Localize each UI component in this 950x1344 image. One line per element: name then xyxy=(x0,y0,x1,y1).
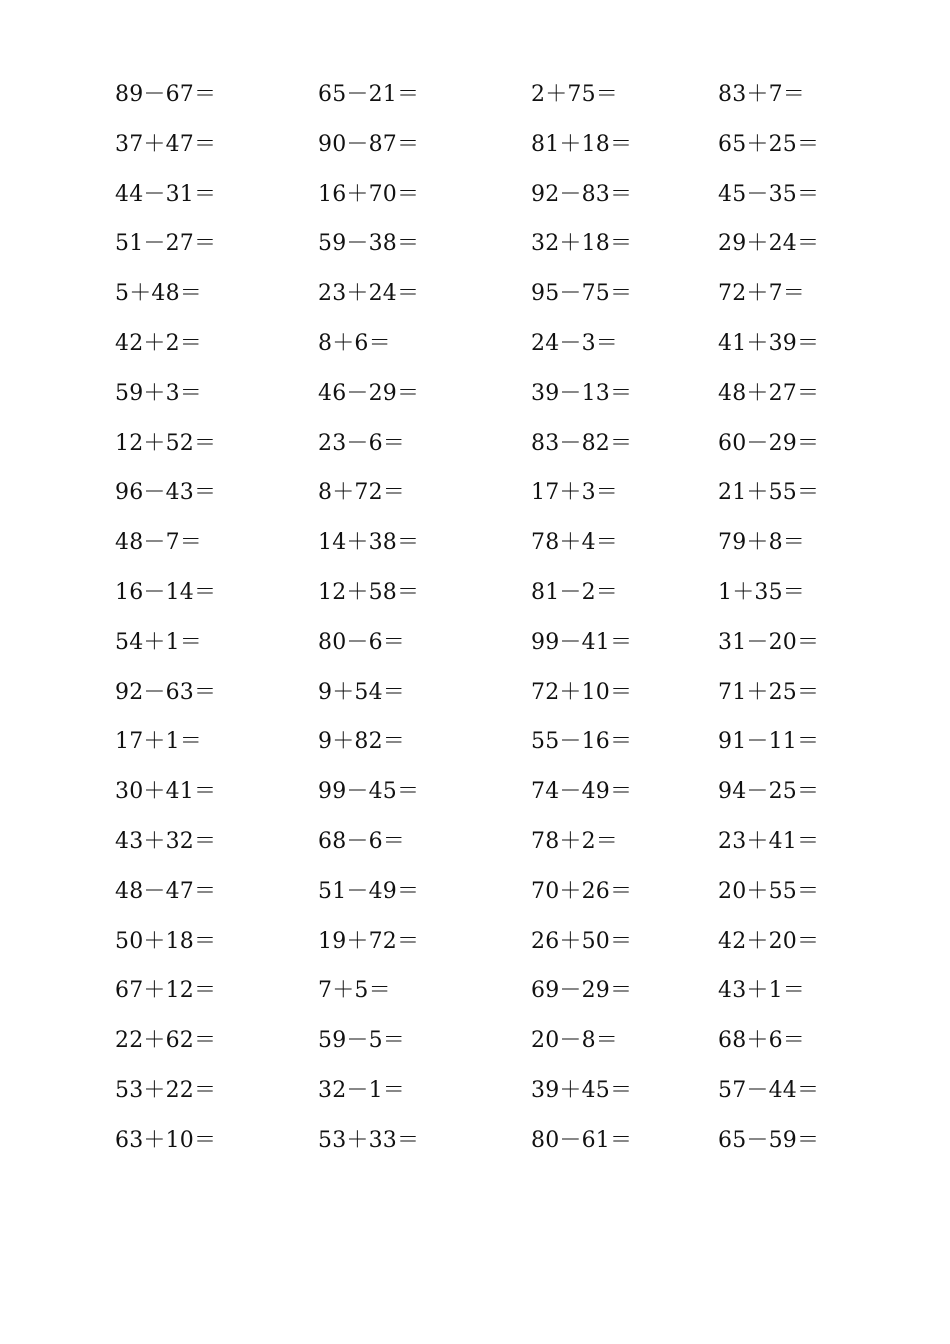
math-problem: 79＋8＝ xyxy=(718,530,805,556)
math-problem: 17＋1＝ xyxy=(115,729,202,755)
math-problem: 60－29＝ xyxy=(718,430,820,456)
problem-row xyxy=(0,976,950,1026)
math-problem: 74－49＝ xyxy=(531,779,633,805)
problem-row xyxy=(0,80,950,130)
math-problem: 78＋4＝ xyxy=(531,530,618,556)
math-problem: 90－87＝ xyxy=(318,131,420,157)
math-problem: 89－67＝ xyxy=(115,82,217,107)
math-problem: 37＋47＝ xyxy=(115,131,217,157)
math-problem: 50＋18＝ xyxy=(115,928,217,954)
math-problem: 9＋82＝ xyxy=(318,729,405,755)
math-problem: 48＋27＝ xyxy=(718,380,820,406)
math-problem: 70＋26＝ xyxy=(531,878,633,904)
math-problem: 83－82＝ xyxy=(531,430,633,456)
math-problem: 9＋54＝ xyxy=(318,679,405,705)
math-problem: 99－41＝ xyxy=(531,629,633,655)
math-problem: 21＋55＝ xyxy=(718,480,820,506)
math-problem: 42＋20＝ xyxy=(718,928,820,954)
math-problem: 32－1＝ xyxy=(318,1078,405,1103)
math-problem: 53＋33＝ xyxy=(318,1127,420,1153)
math-problem: 5＋48＝ xyxy=(115,281,202,307)
math-problem: 99－45＝ xyxy=(318,779,420,805)
math-problem: 92－83＝ xyxy=(531,181,633,207)
math-problem: 65－59＝ xyxy=(718,1127,820,1153)
math-problem: 80－6＝ xyxy=(318,629,405,655)
problem-row xyxy=(0,727,950,777)
problem-row xyxy=(0,329,950,379)
math-problem: 31－20＝ xyxy=(718,629,820,655)
math-problem: 72＋10＝ xyxy=(531,679,633,705)
math-problem: 24－3＝ xyxy=(531,331,618,356)
problem-row xyxy=(0,678,950,728)
problem-row xyxy=(0,927,950,977)
math-problem: 44－31＝ xyxy=(115,181,217,207)
math-problem: 51－27＝ xyxy=(115,231,217,257)
math-problem: 91－11＝ xyxy=(718,729,820,755)
math-problem: 81＋18＝ xyxy=(531,131,633,157)
math-problem: 16－14＝ xyxy=(115,580,217,605)
math-problem: 68－6＝ xyxy=(318,829,405,854)
math-problem: 68＋6＝ xyxy=(718,1028,805,1054)
math-problem: 95－75＝ xyxy=(531,281,633,307)
problem-row xyxy=(0,877,950,927)
problem-row xyxy=(0,528,950,578)
math-problem: 26＋50＝ xyxy=(531,928,633,954)
math-problem: 30＋41＝ xyxy=(115,779,217,805)
math-problem: 22＋62＝ xyxy=(115,1028,217,1054)
problem-row xyxy=(0,1076,950,1126)
math-problem: 51－49＝ xyxy=(318,878,420,904)
math-problem: 80－61＝ xyxy=(531,1127,633,1153)
math-problem: 65－21＝ xyxy=(318,82,420,107)
math-problem: 71＋25＝ xyxy=(718,679,820,705)
math-problem: 78＋2＝ xyxy=(531,829,618,854)
math-problem: 39－13＝ xyxy=(531,380,633,406)
math-problem: 32＋18＝ xyxy=(531,231,633,257)
math-problem: 53＋22＝ xyxy=(115,1078,217,1103)
math-problem: 59－38＝ xyxy=(318,231,420,257)
math-problem: 29＋24＝ xyxy=(718,231,820,257)
math-problem: 45－35＝ xyxy=(718,181,820,207)
math-problem: 57－44＝ xyxy=(718,1078,820,1103)
math-problem: 69－29＝ xyxy=(531,978,633,1004)
math-problem: 59＋3＝ xyxy=(115,380,202,406)
problem-row xyxy=(0,429,950,479)
math-problem: 39＋45＝ xyxy=(531,1078,633,1103)
math-problem: 23－6＝ xyxy=(318,430,405,456)
problem-row xyxy=(0,578,950,628)
math-problem: 48－7＝ xyxy=(115,530,202,556)
math-problem: 7＋5＝ xyxy=(318,978,391,1004)
math-problem: 16＋70＝ xyxy=(318,181,420,207)
problem-row xyxy=(0,379,950,429)
math-problem: 20－8＝ xyxy=(531,1028,618,1054)
math-problem: 48－47＝ xyxy=(115,878,217,904)
problem-row xyxy=(0,628,950,678)
math-problem: 67＋12＝ xyxy=(115,978,217,1004)
math-problem: 72＋7＝ xyxy=(718,281,805,307)
math-problem: 46－29＝ xyxy=(318,380,420,406)
math-problem: 20＋55＝ xyxy=(718,878,820,904)
math-problem: 59－5＝ xyxy=(318,1028,405,1054)
problem-row xyxy=(0,1026,950,1076)
math-problem: 8＋72＝ xyxy=(318,480,405,506)
math-problem: 83＋7＝ xyxy=(718,82,805,107)
math-problem: 23＋24＝ xyxy=(318,281,420,307)
math-problem: 94－25＝ xyxy=(718,779,820,805)
math-problem: 81－2＝ xyxy=(531,580,618,605)
math-problem: 43＋1＝ xyxy=(718,978,805,1004)
math-problem: 19＋72＝ xyxy=(318,928,420,954)
problem-row xyxy=(0,180,950,230)
problem-row xyxy=(0,1126,950,1176)
math-problem: 54＋1＝ xyxy=(115,629,202,655)
math-problem: 14＋38＝ xyxy=(318,530,420,556)
math-problem: 43＋32＝ xyxy=(115,829,217,854)
math-problem: 42＋2＝ xyxy=(115,331,202,356)
problem-row xyxy=(0,279,950,329)
math-problem: 2＋75＝ xyxy=(531,82,618,107)
math-problem: 41＋39＝ xyxy=(718,331,820,356)
math-problem: 92－63＝ xyxy=(115,679,217,705)
math-problem: 55－16＝ xyxy=(531,729,633,755)
math-problem: 1＋35＝ xyxy=(718,580,805,605)
problem-row xyxy=(0,827,950,877)
math-problem: 65＋25＝ xyxy=(718,131,820,157)
problem-row xyxy=(0,229,950,279)
problem-row xyxy=(0,478,950,528)
math-problem: 23＋41＝ xyxy=(718,829,820,854)
math-problem: 96－43＝ xyxy=(115,480,217,506)
problem-row xyxy=(0,777,950,827)
problem-row xyxy=(0,130,950,180)
math-problem: 8＋6＝ xyxy=(318,331,391,356)
math-problem: 17＋3＝ xyxy=(531,480,618,506)
math-problem: 12＋52＝ xyxy=(115,430,217,456)
math-problem: 12＋58＝ xyxy=(318,580,420,605)
math-problem: 63＋10＝ xyxy=(115,1127,217,1153)
